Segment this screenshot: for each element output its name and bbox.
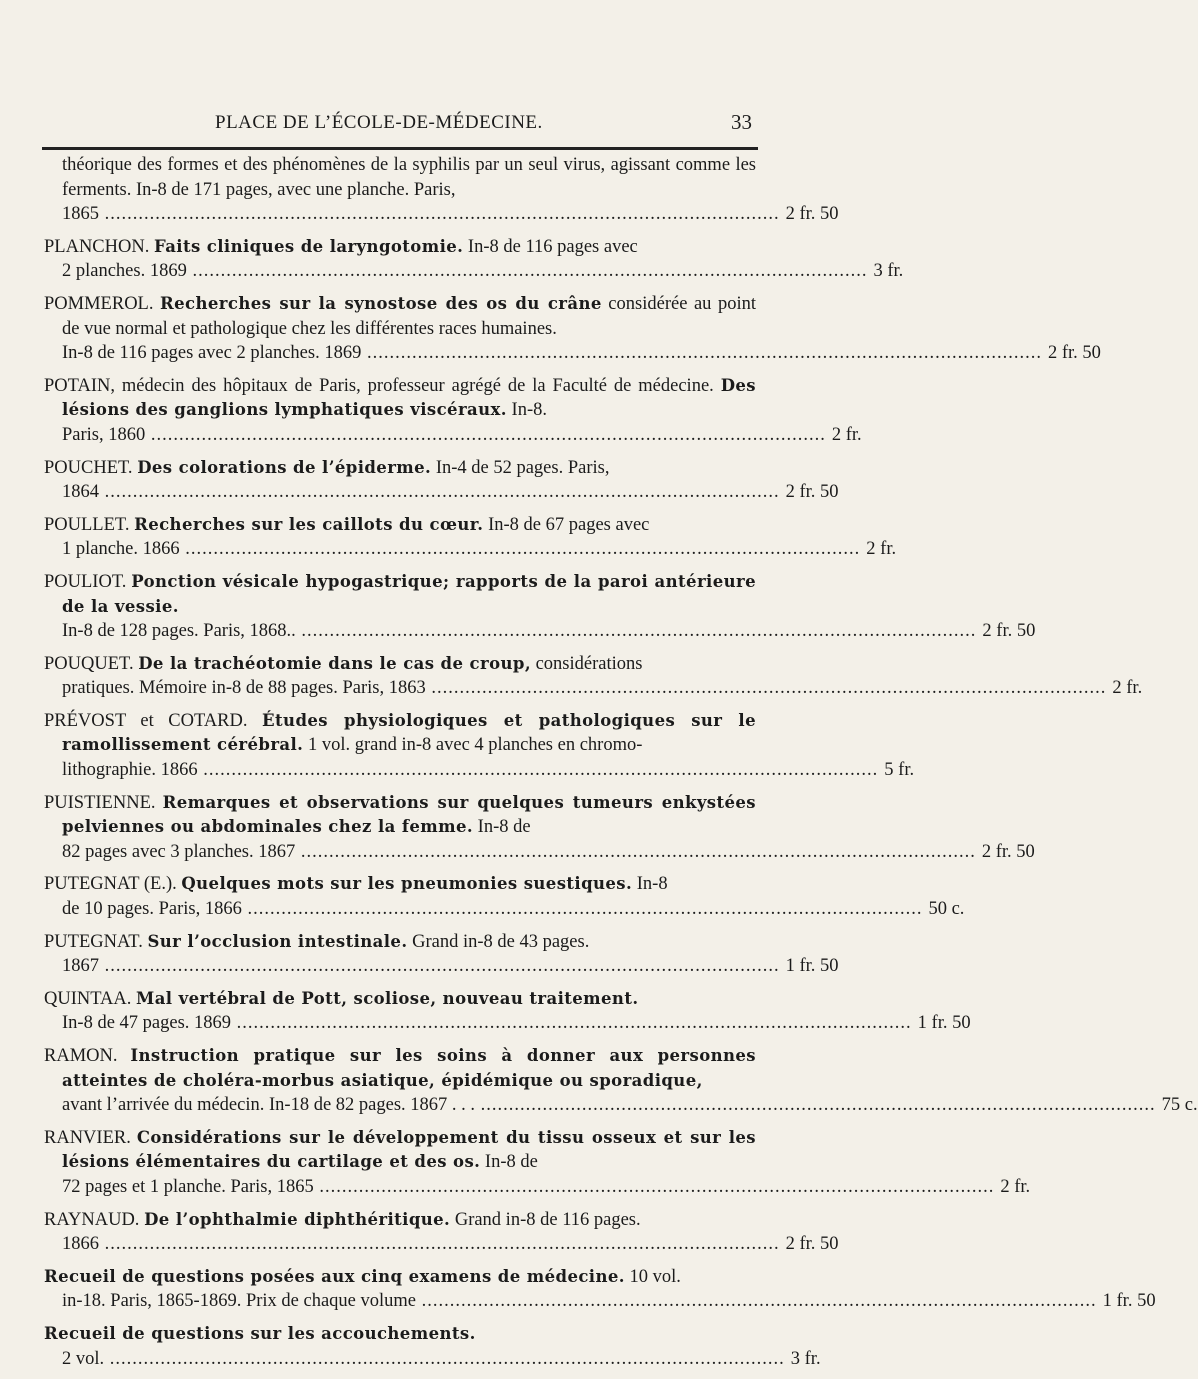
leader-dots: ........................................................................................................................ [99,956,780,977]
entry-price: 2 fr. [1112,678,1143,699]
entry-title: Mal vertébral de Pott, scoliose, nouveau traitement. [136,988,639,1008]
entry-text: POULIOT. [44,571,132,592]
entry-text: POMMEROL. [44,293,161,314]
entry-imprint: Paris, 1860 [62,424,146,445]
entry-text: In-4 de 52 pages. Paris, [431,457,610,478]
leader-dots: ........................................................................................................................ [186,261,868,282]
entry-text: In-8 de 67 pages avec [483,514,650,535]
entry-price: 2 fr. [831,424,862,445]
entry-price: 2 fr. 50 [981,841,1035,862]
header-title: PLACE DE L’ÉCOLE-DE-MÉDECINE. [215,112,543,133]
entry-last-line [62,897,965,922]
entry-text: PUTEGNAT (E.). [44,874,182,895]
entry-last-line [62,1347,821,1372]
entry-price: 2 fr. 50 [982,621,1036,642]
leader-dots: ........................................................................................................................ [99,1234,780,1255]
entry-title: Recueil de questions sur les accouchements. [44,1323,476,1343]
page-number: 33 [731,110,752,134]
entry-title: Des colorations de l’épiderme. [137,457,432,477]
entry-text: Grand in-8 de 116 pages. [450,1209,641,1230]
entry-price: 3 fr. [790,1348,821,1369]
entry-imprint: de 10 pages. Paris, 1866 [62,899,242,920]
entry-imprint: pratiques. Mémoire in-8 de 88 pages. Paris, 1863 [62,678,426,699]
entry-title: Études physiologiques et pathologiques sur le ramollissement cérébral. [62,710,756,755]
entry-title: Des lésions des ganglions lymphatiques viscéraux. [62,375,756,420]
entry-last-line [62,758,915,783]
catalog-entry-pouchet [44,456,839,505]
entry-last-line [62,537,897,562]
entry-price: 2 fr. 50 [785,1234,839,1255]
entry-title: Remarques et observations sur quelques tumeurs enkystées pelviennes ou abdominales chez la femme. [62,792,757,837]
entry-last-line [62,341,1101,366]
entry-price: 2 fr. [1000,1176,1031,1197]
leader-dots: ........................................................................................................................ [145,424,826,445]
entry-imprint: In-8 de 116 pages avec 2 planches. 1869 [62,343,362,364]
entry-text: 1 vol. grand in-8 avec 4 planches en chromo- [303,735,643,756]
leader-dots: ........................................................................................................................ [99,482,780,503]
entry-text: PLANCHON. [44,236,154,257]
entry-title: Recueil de questions posées aux cinq examens de médecine. [44,1266,625,1286]
entry-title: Considérations sur le développement du tissu osseux et sur les lésions élémentaires du cartilage et des os. [62,1127,756,1172]
leader-dots: ........................................................................................................................ [241,899,923,920]
entry-text: considérations [530,653,643,674]
entry-last-line [62,840,1035,865]
leader-dots: ........................................................................................................................ [425,678,1107,699]
entry-price: 75 c. [1161,1095,1198,1116]
entry-title: Recherches sur la synostose des os du crâne [160,293,602,313]
catalog-entry-recueil2 [44,1322,821,1371]
entry-text: QUINTAA. [44,988,137,1009]
entry-text: In-8. [506,400,547,421]
entry-price: 1 fr. 50 [785,956,839,977]
catalog-entry-potain [44,374,862,448]
entry-text: POUCHET. [44,457,138,478]
entry-last-line [62,480,839,505]
catalog-entry-pouquet [44,652,1143,701]
leader-dots: ........................................................................................................................ [361,343,1042,364]
entry-text: POULLET. [44,514,135,535]
entry-text: Grand in-8 de 43 pages. [407,931,590,952]
entry-title: Instruction pratique sur les soins à donner aux personnes atteintes de choléra-morbus asiatique, épidémique ou sporadique, [62,1046,756,1090]
entry-imprint: 2 vol. [62,1348,105,1369]
leader-dots: ........................................................................................................................ [475,1095,1156,1116]
entry-price: 2 fr. 50 [1047,343,1101,364]
catalog-entry-quintaa [44,987,971,1036]
entry-imprint: 82 pages avec 3 planches. 1867 [62,841,296,862]
entry-text: PUISTIENNE. [44,792,163,813]
entry-text: considérée au point de vue normal et pathologique chez les différentes races humaines. [62,293,756,339]
leader-dots: ........................................................................................................................ [231,1013,912,1034]
entry-price: 3 fr. [873,261,904,282]
entry-last-line [62,202,839,227]
entry-imprint: 1865 [62,204,99,225]
entry-price: 2 fr. 50 [785,482,839,503]
entry-imprint: 2 planches. 1869 [62,261,187,282]
leader-dots: ........................................................................................................................ [313,1176,995,1197]
entry-text: RANVIER. [44,1127,137,1148]
entry-text: PUTEGNAT. [44,931,148,952]
entry-last-line [62,1175,1031,1200]
entry-last-line [62,1289,1156,1314]
catalog-entry-raynaud [44,1208,839,1257]
entry-title: Ponction vésicale hypogastrique; rapports de la paroi antérieure de la vessie. [62,571,756,616]
entry-imprint: 1866 [62,1234,99,1255]
leader-dots: ........................................................................................................................ [295,841,976,862]
entry-last-line [62,1093,1198,1118]
entry-last-line [62,676,1143,701]
entry-imprint: 1 planche. 1866 [62,539,180,560]
entry-last-line [62,1232,839,1257]
leader-dots: ........................................................................................................................ [416,1291,1097,1312]
entry-last-line [62,423,862,448]
catalog-entry-recueil1 [44,1265,1156,1314]
catalog-entry-cont [44,153,839,227]
catalog-entries [44,153,1198,1379]
entry-price: 50 c. [928,899,965,920]
entry-imprint: avant l’arrivée du médecin. In-18 de 82 pages. 1867 . . . [62,1095,476,1116]
catalog-entry-puistienne [44,791,1035,865]
entry-price: 1 fr. 50 [1102,1291,1156,1312]
catalog-entry-putegnat1 [44,872,965,921]
entry-text: PRÉVOST et COTARD. [44,710,263,731]
running-header [40,112,760,142]
leader-dots: ........................................................................................................................ [295,621,977,642]
catalog-entry-prevost [44,709,915,783]
catalog-entry-poullet [44,513,897,562]
entry-title: Quelques mots sur les pneumonies suestiques. [181,874,633,894]
entry-imprint: lithographie. 1866 [62,760,198,781]
entry-last-line [62,954,839,979]
entry-text: théorique des formes et des phénomènes de la syphilis par un seul virus, agissant comme les ferments. In-8 de 171 pages, avec une planche. Paris, [62,155,756,200]
entry-text: In-8 de [480,1152,538,1173]
entry-title: Sur l’occlusion intestinale. [147,931,408,951]
entry-imprint: In-8 de 128 pages. Paris, 1868.. [62,621,296,642]
leader-dots: ........................................................................................................................ [179,539,861,560]
entry-last-line [62,1011,971,1036]
entry-title: De la trachéotomie dans le cas de croup, [138,653,531,673]
entry-imprint: 1867 [62,956,99,977]
entry-imprint: 72 pages et 1 planche. Paris, 1865 [62,1176,314,1197]
header-rule [42,147,758,150]
entry-last-line [62,619,1036,644]
catalog-entry-pouliot [44,570,1036,644]
leader-dots: ........................................................................................................................ [104,1348,785,1369]
entry-price: 1 fr. 50 [917,1013,971,1034]
entry-imprint: in-18. Paris, 1865-1869. Prix de chaque volume [62,1291,417,1312]
entry-price: 2 fr. [866,539,897,560]
entry-text: POTAIN, médecin des hôpitaux de Paris, professeur agrégé de la Faculté de médecine. [44,375,721,396]
leader-dots: ........................................................................................................................ [197,760,879,781]
entry-text: RAYNAUD. [44,1209,145,1230]
entry-text: RAMON. [44,1046,131,1066]
catalog-entry-putegnat2 [44,930,839,979]
entry-text: In-8 [632,874,668,895]
catalog-entry-ramon [44,1044,1198,1118]
entry-imprint: In-8 de 47 pages. 1869 [62,1013,232,1034]
catalog-entry-pommerol [44,292,1101,366]
entry-price: 2 fr. 50 [785,204,839,225]
entry-text: In-8 de [473,817,531,838]
entry-title: De l’ophthalmie diphthéritique. [144,1209,451,1229]
entry-last-line [62,259,904,284]
entry-text: 10 vol. [624,1266,681,1287]
entry-price: 5 fr. [884,760,915,781]
entry-text: POUQUET. [44,653,139,674]
entry-imprint: 1864 [62,482,99,503]
catalog-entry-planchon [44,235,904,284]
entry-title: Faits cliniques de laryngotomie. [153,236,464,256]
catalog-entry-ranvier [44,1126,1031,1200]
leader-dots: ........................................................................................................................ [99,204,780,225]
entry-title: Recherches sur les caillots du cœur. [134,514,484,534]
entry-text: In-8 de 116 pages avec [463,236,638,257]
